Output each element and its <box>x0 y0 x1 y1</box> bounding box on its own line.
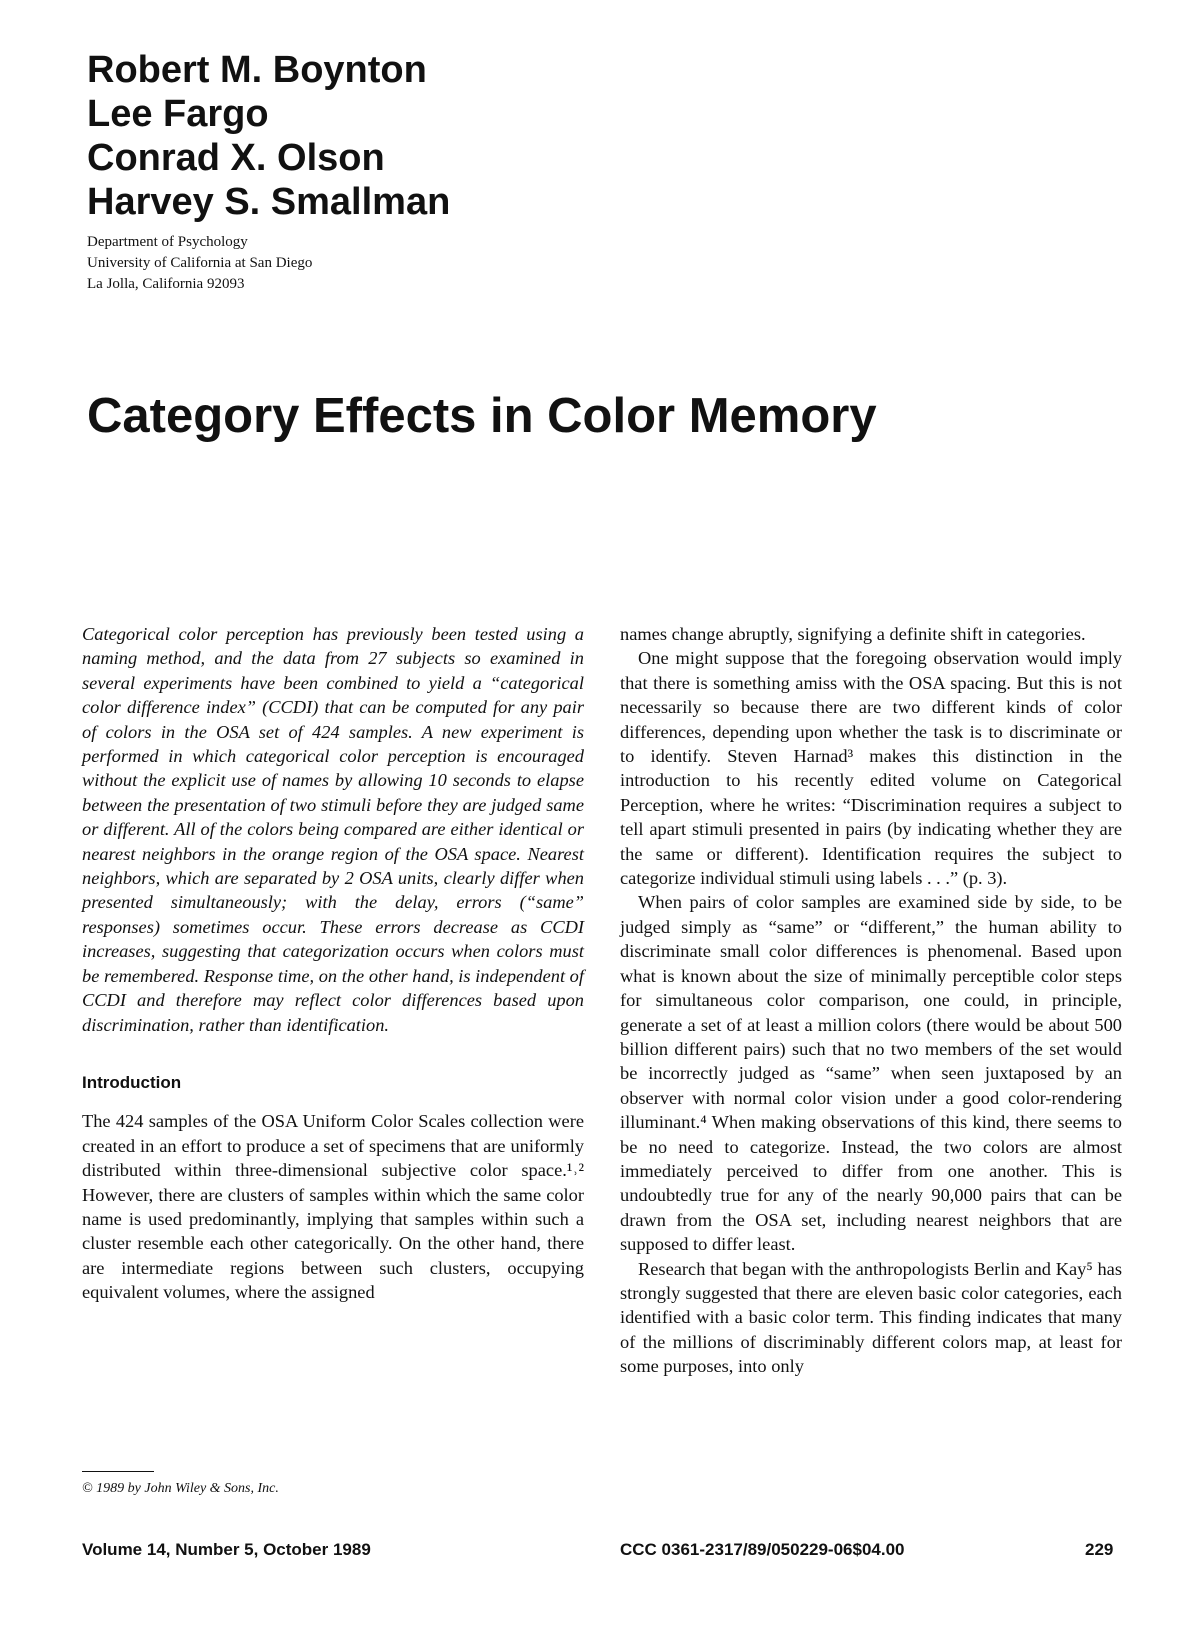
copyright-footnote: © 1989 by John Wiley & Sons, Inc. <box>82 1481 279 1496</box>
abstract: Categorical color perception has previously been tested using a naming method, and the data from 27 subjects so examined in several experiments have been combined to yield a “categorical color difference index” (CCDI) that can be computed for any pair of colors in the OSA set of 424 samples. A new experiment is performed in which categorical color perception is encouraged without the explicit use of names by allowing 10 seconds to elapse between the presentation of two stimuli before they are judged same or different. All of the colors being compared are either identical or nearest neighbors in the orange region of the OSA space. Nearest neighbors, which are separated by 2 OSA units, clearly differ when presented simultaneously; with the delay, errors (“same” responses) sometimes occur. These errors decrease as CCDI increases, suggesting that categorization occurs when colors must be remembered. Response time, on the other hand, is independent of CCDI and therefore may reflect color differences based upon discrimination, rather than identification. <box>82 624 584 1035</box>
right-column <box>620 622 1122 1379</box>
paragraph: The 424 samples of the OSA Uniform Color Scales collection were created in an effort to produce a set of specimens that are uniformly distributed within three-dimensional subjective color space.¹˒² However, there are clusters of samples within which the same color name is used predominantly, implying that samples within such a cluster resemble each other categorically. On the other hand, there are intermediate regions between such clusters, occupying equivalent volumes, where the assigned <box>82 1111 584 1303</box>
affiliation <box>87 232 312 295</box>
footnote-divider <box>82 1471 154 1472</box>
paragraph: One might suppose that the foregoing observation would imply that there is something amiss with the OSA spacing. But this is not necessarily so because there are two different kinds of color differences, depending upon whether the task is to discriminate or to identify. Steven Harnad³ makes this distinction in the introduction to his recently edited volume on Categorical Perception, where he writes: “Discrimination requires a subject to tell apart stimuli presented in pairs (by indicating whether they are the same or different). Identification requires the subject to categorize individual stimuli using labels . . .” (p. 3). <box>620 648 1122 889</box>
author-name: Lee Fargo <box>87 93 269 135</box>
paragraph: When pairs of color samples are examined side by side, to be judged simply as “same” or “different,” the human ability to discriminate small color differences is phenomenal. Based upon what is known about the size of minimally perceptible color steps for simultaneous color comparison, one could, in principle, generate a set of at least a million colors (there would be about 500 billion different pairs) such that no two members of the set would be incorrectly judged as “same” when seen juxtaposed by an observer with normal color vision under a good color-rendering illuminant.⁴ When making observations of this kind, there seems to be no need to categorize. Instead, the two colors are almost immediately perceived to differ from one another. This is undoubtedly true for any of the nearly 90,000 pairs that can be drawn from the OSA set, including nearest neighbors that are supposed to differ least. <box>620 892 1122 1255</box>
left-column <box>82 622 584 1305</box>
affiliation-line: Department of Psychology <box>87 234 248 250</box>
author-list <box>87 48 450 224</box>
affiliation-line: La Jolla, California 92093 <box>87 276 245 292</box>
page-number: 229 <box>1085 1540 1114 1559</box>
section-heading: Introduction <box>82 1072 182 1092</box>
author-name: Harvey S. Smallman <box>87 181 451 223</box>
ccc-code: CCC 0361-2317/89/050229-06$04.00 <box>620 1540 905 1559</box>
paper-title: Category Effects in Color Memory <box>87 389 877 443</box>
author-name: Robert M. Boynton <box>87 49 427 91</box>
affiliation-line: University of California at San Diego <box>87 255 313 271</box>
author-name: Conrad X. Olson <box>87 137 385 179</box>
journal-issue: Volume 14, Number 5, October 1989 <box>82 1540 371 1559</box>
paragraph: Research that began with the anthropologists Berlin and Kay⁵ has strongly suggested that there are eleven basic color categories, each identified with a basic color term. This finding indicates that many of the millions of discriminably different colors map, at least for some purposes, into only <box>620 1258 1122 1377</box>
paragraph: names change abruptly, signifying a definite shift in categories. <box>620 624 1086 644</box>
